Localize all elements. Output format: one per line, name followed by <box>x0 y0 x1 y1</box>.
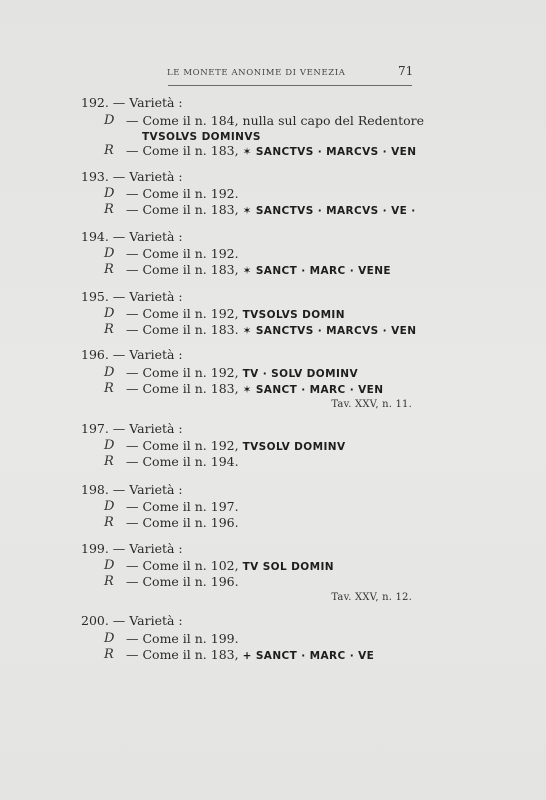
reverse-description <box>126 143 416 160</box>
reverse-symbol: R <box>104 143 114 158</box>
obverse-symbol: D <box>104 113 115 128</box>
reverse-symbol: R <box>104 454 114 469</box>
obverse-symbol: D <box>104 306 115 321</box>
obverse-inscription: TV SOL DOMIN <box>242 561 334 573</box>
obverse-text: — Come il n. 192, <box>126 306 239 321</box>
obverse-description <box>126 558 334 575</box>
reverse-description <box>126 202 416 219</box>
obverse-inscription-cont: TVSOLVS DOMINVS <box>142 131 261 143</box>
obverse-description <box>126 438 346 455</box>
page-number: 71 <box>398 64 414 78</box>
obverse-inscription: TVSOLV DOMINV <box>242 441 346 453</box>
reverse-inscription: ✶ SANCT · MARC · VEN <box>242 384 384 396</box>
entry-number: 196. — Varietà : <box>81 347 183 362</box>
entry-number: 195. — Varietà : <box>81 289 183 304</box>
obverse-description <box>126 306 345 323</box>
reverse-text: — Come il n. 183, <box>126 381 239 396</box>
entry-number: 199. — Varietà : <box>81 541 183 556</box>
reverse-text: — Come il n. 183, <box>126 647 239 662</box>
obverse-text: — Come il n. 192, <box>126 438 239 453</box>
reverse-symbol: R <box>104 202 114 217</box>
running-head: LE MONETE ANONIME DI VENEZIA <box>167 68 346 78</box>
reverse-inscription: ✶ SANCTVS · MARCVS · VEN <box>242 325 417 337</box>
reverse-symbol: R <box>104 574 114 589</box>
obverse-text: — Come il n. 184, nulla sul capo del Redentore <box>126 113 425 128</box>
plate-reference: Tav. XXV, n. 11. <box>331 399 412 410</box>
obverse-inscription: TVSOLVS DOMIN <box>242 309 345 321</box>
reverse-description <box>126 322 416 339</box>
obverse-symbol: D <box>104 186 115 201</box>
reverse-symbol: R <box>104 322 114 337</box>
entry-number: 192. — Varietà : <box>81 95 183 110</box>
reverse-inscription: ✶ SANCTVS · MARCVS · VEN <box>242 146 417 158</box>
obverse-description <box>126 499 239 514</box>
obverse-symbol: D <box>104 631 115 646</box>
reverse-text: — Come il n. 183, <box>126 262 239 277</box>
obverse-description <box>126 113 424 128</box>
reverse-description <box>126 515 239 530</box>
plate-reference: Tav. XXV, n. 12. <box>331 592 412 603</box>
obverse-symbol: D <box>104 365 115 380</box>
reverse-symbol: R <box>104 515 114 530</box>
reverse-inscription: + SANCT · MARC · VE <box>242 650 375 662</box>
reverse-description <box>126 647 374 664</box>
reverse-text: — Come il n. 183, <box>126 202 239 217</box>
reverse-description <box>126 574 239 589</box>
reverse-symbol: R <box>104 262 114 277</box>
obverse-text: — Come il n. 199. <box>126 631 239 646</box>
obverse-description <box>126 186 239 201</box>
reverse-description <box>126 262 391 279</box>
reverse-text: — Come il n. 183. <box>126 322 239 337</box>
obverse-text: — Come il n. 102, <box>126 558 239 573</box>
obverse-text: — Come il n. 192. <box>126 246 239 261</box>
obverse-symbol: D <box>104 438 115 453</box>
reverse-description <box>126 454 239 469</box>
obverse-text: — Come il n. 197. <box>126 499 239 514</box>
obverse-text: — Come il n. 192. <box>126 186 239 201</box>
obverse-description <box>126 365 358 382</box>
entry-number: 194. — Varietà : <box>81 229 183 244</box>
reverse-inscription: ✶ SANCTVS · MARCVS · VE · <box>242 205 416 217</box>
obverse-description <box>126 631 239 646</box>
header-rule <box>168 85 412 86</box>
obverse-symbol: D <box>104 246 115 261</box>
entry-number: 197. — Varietà : <box>81 421 183 436</box>
reverse-inscription: ✶ SANCT · MARC · VENE <box>242 265 392 277</box>
reverse-symbol: R <box>104 647 114 662</box>
reverse-text: — Come il n. 196. <box>126 574 239 589</box>
reverse-symbol: R <box>104 381 114 396</box>
reverse-text: — Come il n. 183, <box>126 143 239 158</box>
entry-number: 193. — Varietà : <box>81 169 183 184</box>
reverse-text: — Come il n. 194. <box>126 454 239 469</box>
entry-number: 200. — Varietà : <box>81 613 183 628</box>
entry-number: 198. — Varietà : <box>81 482 183 497</box>
obverse-inscription: TV · SOLV DOMINV <box>242 368 358 380</box>
obverse-symbol: D <box>104 558 115 573</box>
obverse-description <box>126 246 239 261</box>
reverse-text: — Come il n. 196. <box>126 515 239 530</box>
reverse-description <box>126 381 383 398</box>
obverse-symbol: D <box>104 499 115 514</box>
obverse-text: — Come il n. 192, <box>126 365 239 380</box>
